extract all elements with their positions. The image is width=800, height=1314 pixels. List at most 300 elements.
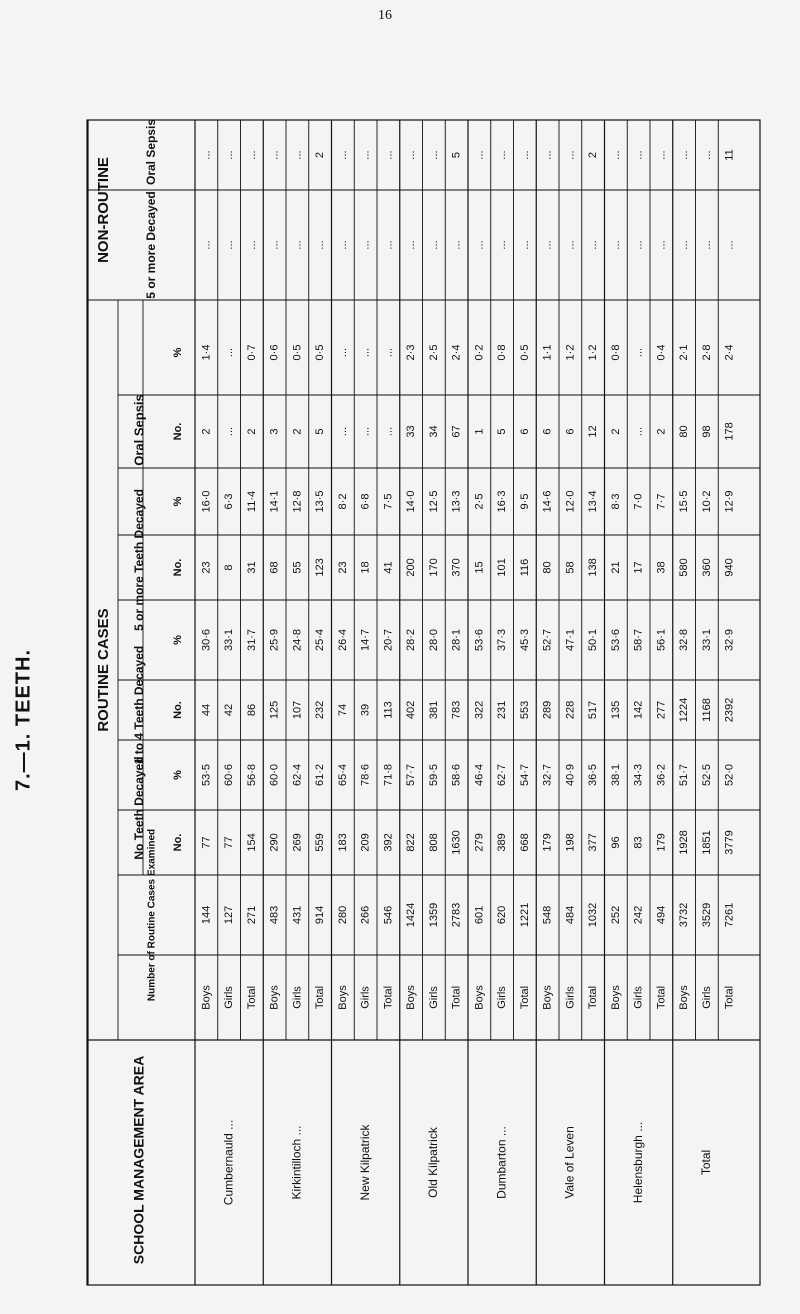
cell-os_pct: 2·1 — [678, 344, 691, 361]
cell-os_pct: 0·5 — [518, 344, 531, 361]
cell-nd_no: 808 — [427, 833, 440, 852]
cell-d5_no: 23 — [200, 561, 213, 574]
cell-nr5: ... — [450, 240, 463, 250]
cell-os_pct: ... — [336, 347, 349, 358]
cell-os_pct: 0·2 — [473, 344, 486, 361]
cell-d5_pct: 8·2 — [336, 493, 349, 510]
sex-label: Girls — [427, 986, 440, 1009]
subheader-nd_pct: % — [171, 770, 184, 780]
sex-label: Boys — [200, 985, 213, 1010]
cell-nr5: ... — [518, 240, 531, 250]
sex-label: Total — [723, 985, 736, 1010]
cell-nr5: ... — [678, 240, 691, 250]
cell-nros: ... — [678, 150, 691, 160]
cell-os_no: 98 — [700, 425, 713, 438]
cell-nd_pct: 52·0 — [723, 763, 736, 787]
cell-nros: ... — [245, 150, 258, 160]
cell-os_pct: 2·8 — [700, 344, 713, 361]
cell-d14_pct: 32·9 — [723, 628, 736, 652]
cell-nros: ... — [268, 150, 281, 160]
cell-d14_pct: 28·0 — [427, 628, 440, 652]
cell-nd_no: 269 — [291, 833, 304, 852]
sex-label: Girls — [632, 986, 645, 1009]
cell-nd_no: 179 — [541, 833, 554, 852]
subheader-d14_pct: % — [171, 635, 184, 645]
cell-os_pct: ... — [632, 347, 645, 358]
nr-oral-sepsis-header: Oral Sepsis — [144, 118, 159, 186]
cell-os_pct: 0·8 — [496, 344, 509, 361]
cell-nr5: ... — [314, 240, 327, 250]
cell-d5_pct: 14·1 — [268, 490, 281, 513]
cell-os_no: 6 — [518, 428, 531, 435]
cell-nd_no: 77 — [200, 836, 213, 849]
cell-d5_no: 80 — [541, 561, 554, 574]
cell-nd_no: 209 — [359, 833, 372, 852]
cell-os_no: 12 — [587, 425, 600, 438]
cell-examined: 280 — [336, 905, 349, 925]
cell-d5_pct: 7·0 — [632, 493, 645, 510]
cell-d5_pct: 13·5 — [314, 490, 327, 513]
area-name: New Kilpatrick — [357, 1124, 372, 1201]
cell-nd_pct: 36·2 — [655, 763, 668, 787]
cell-nros: ... — [473, 150, 486, 160]
cell-d14_no: 783 — [450, 700, 463, 720]
subheader-os_no: No. — [171, 422, 184, 441]
cell-d14_no: 135 — [609, 700, 622, 720]
cell-d14_no: 2392 — [723, 697, 736, 723]
cell-os_pct: 0·5 — [314, 344, 327, 361]
cell-d5_pct: 10·2 — [700, 490, 713, 513]
cell-d14_no: 232 — [314, 700, 327, 720]
page-number: 16 — [378, 8, 392, 23]
cell-nd_no: 154 — [245, 833, 258, 852]
cell-os_no: ... — [359, 426, 372, 437]
sex-label: Girls — [496, 986, 509, 1009]
cell-examined: 914 — [314, 905, 327, 925]
cell-nd_no: 279 — [473, 833, 486, 852]
cell-nd_pct: 36·5 — [587, 763, 600, 787]
cell-d14_pct: 37·3 — [496, 628, 509, 652]
cell-os_pct: 1·1 — [541, 344, 554, 361]
cell-examined: 266 — [359, 905, 372, 925]
cell-os_pct: 1·2 — [564, 344, 577, 361]
cell-d5_pct: 8·3 — [609, 493, 622, 510]
cell-nr5: ... — [359, 240, 372, 250]
cell-d5_pct: 7·7 — [655, 493, 668, 510]
sex-label: Boys — [405, 985, 418, 1010]
cell-nros: 2 — [314, 151, 327, 159]
subheader-d5_no: No. — [171, 558, 184, 577]
cell-d14_pct: 28·2 — [405, 628, 418, 652]
cell-os_no: 5 — [314, 428, 327, 435]
cell-d5_pct: 15·5 — [678, 490, 691, 513]
cell-nros: ... — [427, 150, 440, 160]
cell-nd_no: 668 — [518, 833, 531, 852]
cell-nr5: ... — [291, 240, 304, 250]
cell-d14_pct: 45·3 — [518, 628, 531, 652]
cell-d14_no: 113 — [382, 701, 395, 719]
one-to-four-header: 1 to 4 Teeth Decayed — [132, 645, 147, 765]
sex-label: Boys — [473, 985, 486, 1010]
cell-examined: 1359 — [427, 902, 440, 928]
cell-nd_no: 1851 — [700, 830, 713, 855]
cell-d5_pct: 13·4 — [587, 490, 600, 513]
cell-nd_no: 3779 — [723, 830, 736, 855]
cell-os_pct: 0·4 — [655, 344, 668, 361]
cell-d5_pct: 12·5 — [427, 490, 440, 513]
routine-cases-header: ROUTINE CASES — [94, 608, 112, 732]
cell-nros: ... — [632, 150, 645, 160]
cell-examined: 144 — [200, 905, 213, 925]
cell-d14_no: 74 — [336, 703, 349, 717]
sex-label: Girls — [564, 986, 577, 1009]
subheader-os_pct: % — [171, 347, 184, 358]
area-name: Helensburgh ... — [630, 1121, 645, 1204]
cell-d5_no: 580 — [678, 558, 691, 577]
cell-nros: ... — [541, 150, 554, 160]
cell-nd_pct: 34·3 — [632, 763, 645, 787]
cell-os_no: 80 — [678, 425, 691, 438]
cell-d14_no: 42 — [223, 703, 236, 717]
cell-nd_no: 377 — [587, 833, 600, 852]
area-name: Dumbarton ... — [494, 1126, 509, 1199]
area-name: Kirkintilloch ... — [289, 1125, 304, 1200]
area-name: Old Kilpatrick — [426, 1127, 441, 1198]
cell-os_pct: 0·8 — [609, 344, 622, 361]
subheader-nd_no: No. — [171, 833, 184, 852]
cell-nd_pct: 60·0 — [268, 763, 281, 787]
cell-nd_no: 77 — [223, 836, 236, 849]
table-title-text: 7.—1. TEETH. — [12, 648, 35, 792]
sex-label: Boys — [609, 985, 622, 1010]
cell-nd_pct: 57·7 — [405, 763, 418, 787]
cell-nr5: ... — [473, 240, 486, 250]
cell-os_no: 6 — [564, 428, 577, 435]
cell-os_pct: 0·7 — [245, 344, 258, 361]
cell-examined: 620 — [496, 905, 509, 925]
cell-d14_pct: 53·6 — [473, 628, 486, 652]
cell-examined: 431 — [291, 905, 304, 925]
cell-d5_pct: 11·4 — [245, 490, 258, 513]
cell-examined: 2783 — [450, 902, 463, 928]
cell-nr5: ... — [564, 240, 577, 250]
cell-nros: ... — [336, 150, 349, 160]
subheader-d14_no: No. — [171, 701, 184, 719]
cell-nros: ... — [609, 150, 622, 160]
cell-d5_no: 940 — [723, 558, 736, 577]
cell-nd_no: 822 — [405, 833, 418, 852]
cell-os_no: 6 — [541, 428, 554, 435]
school-area-header: SCHOOL MANAGEMENT AREA — [130, 1055, 147, 1265]
cell-d5_no: 116 — [518, 558, 531, 577]
cell-d14_no: 231 — [496, 700, 509, 720]
area-name: Total — [699, 1149, 714, 1176]
cell-nd_pct: 71·8 — [382, 763, 395, 787]
cell-os_no: ... — [336, 426, 349, 437]
cell-d14_pct: 33·1 — [700, 628, 713, 652]
sex-label: Total — [245, 985, 258, 1010]
sex-label: Girls — [359, 986, 372, 1009]
cell-d14_pct: 28·1 — [450, 628, 463, 652]
cell-d5_pct: 16·3 — [496, 490, 509, 513]
cell-d14_no: 517 — [587, 700, 600, 720]
cell-examined: 3732 — [678, 902, 691, 928]
cell-d14_pct: 25·9 — [268, 628, 281, 652]
cell-d5_no: 31 — [245, 561, 258, 574]
cell-os_no: ... — [223, 426, 236, 437]
cell-os_pct: 2·4 — [450, 344, 463, 361]
cell-os_no: 3 — [268, 428, 281, 435]
cell-examined: 483 — [268, 905, 281, 925]
cell-nr5: ... — [427, 240, 440, 250]
cell-d14_pct: 33·1 — [223, 628, 236, 652]
cell-nd_pct: 53·5 — [200, 763, 213, 787]
cell-d5_no: 170 — [427, 558, 440, 577]
cell-os_pct: ... — [223, 347, 236, 358]
cell-nd_pct: 56·8 — [245, 763, 258, 787]
cell-d14_no: 289 — [541, 700, 554, 720]
sex-label: Girls — [291, 986, 304, 1009]
cell-d5_no: 68 — [268, 561, 281, 574]
cell-nd_pct: 60·6 — [223, 763, 236, 787]
cell-d5_pct: 14·6 — [541, 490, 554, 513]
cell-d14_no: 39 — [359, 703, 372, 717]
cell-d14_pct: 53·6 — [609, 628, 622, 652]
cell-os_no: 33 — [405, 425, 418, 438]
subheader-d5_pct: % — [171, 496, 184, 507]
cell-examined: 7261 — [723, 902, 736, 928]
cell-nros: ... — [200, 150, 213, 160]
cell-d14_no: 402 — [405, 700, 418, 720]
cell-nr5: ... — [268, 240, 281, 250]
sex-label: Boys — [541, 985, 554, 1010]
cell-d5_pct: 12·0 — [564, 490, 577, 513]
cell-d14_pct: 50·1 — [587, 628, 600, 652]
cell-d14_no: 322 — [473, 700, 486, 720]
cell-d14_no: 228 — [564, 700, 577, 720]
cell-examined: 1221 — [518, 902, 531, 928]
cell-d14_pct: 52·7 — [541, 628, 554, 652]
oral-sepsis-header: Oral Sepsis — [131, 394, 147, 466]
cell-examined: 494 — [655, 905, 668, 925]
cell-examined: 271 — [245, 905, 258, 925]
cell-nd_no: 179 — [655, 833, 668, 852]
cell-d5_no: 101 — [496, 558, 509, 577]
sex-label: Total — [450, 985, 463, 1010]
cell-d14_pct: 14·7 — [359, 628, 372, 652]
cell-nd_pct: 62·7 — [496, 763, 509, 787]
cell-nd_no: 198 — [564, 833, 577, 852]
cell-nr5: ... — [723, 240, 736, 250]
sex-label: Total — [314, 985, 327, 1010]
cell-d5_no: 41 — [382, 561, 395, 574]
cell-nd_no: 1630 — [450, 830, 463, 855]
cell-d5_pct: 6·3 — [223, 493, 236, 510]
cell-os_no: 2 — [609, 428, 622, 435]
no-teeth-decayed-header: No Teeth Decayed — [132, 756, 147, 860]
cell-d5_pct: 6·8 — [359, 493, 372, 510]
cell-nr5: ... — [609, 240, 622, 250]
cell-examined: 601 — [473, 905, 486, 925]
area-name: Cumbernauld ... — [221, 1119, 236, 1206]
cell-d5_no: 360 — [700, 558, 713, 577]
cell-d14_no: 86 — [245, 703, 258, 717]
sex-label: Girls — [223, 986, 236, 1009]
nr-five-or-more-header: 5 or more Decayed — [144, 191, 159, 299]
cell-d14_no: 125 — [268, 700, 281, 720]
cell-os_no: 34 — [427, 425, 440, 438]
cell-os_pct: ... — [382, 347, 395, 358]
cell-nros: ... — [518, 150, 531, 160]
cell-nros: ... — [496, 150, 509, 160]
cell-d14_no: 44 — [200, 703, 213, 717]
cell-nd_pct: 58·6 — [450, 763, 463, 787]
cell-nd_pct: 51·7 — [678, 763, 691, 787]
cell-nd_no: 183 — [336, 833, 349, 852]
cell-nr5: ... — [496, 240, 509, 250]
cell-nd_no: 1928 — [678, 830, 691, 855]
cell-d5_pct: 9·5 — [518, 493, 531, 510]
cell-os_no: 2 — [200, 428, 213, 435]
cell-d5_pct: 12·8 — [291, 490, 304, 513]
cell-nd_pct: 59·5 — [427, 763, 440, 787]
sex-label: Total — [655, 985, 668, 1010]
cell-nd_pct: 54·7 — [518, 763, 531, 787]
cell-nd_no: 83 — [632, 836, 645, 849]
cell-nros: ... — [382, 150, 395, 160]
cell-nd_no: 559 — [314, 833, 327, 852]
cell-nr5: ... — [655, 240, 668, 250]
cell-nros: ... — [223, 150, 236, 160]
cell-nros: ... — [564, 150, 577, 160]
cell-examined: 1032 — [587, 902, 600, 928]
cell-os_no: 2 — [655, 428, 668, 435]
cell-d5_pct: 12·9 — [723, 490, 736, 513]
cell-d14_no: 1168 — [700, 698, 713, 722]
number-examined-header: Number of Routine Cases Examined — [146, 828, 158, 1002]
cell-os_no: 2 — [245, 428, 258, 435]
cell-d14_pct: 25·4 — [314, 628, 327, 652]
cell-d5_pct: 13·3 — [450, 490, 463, 513]
cell-nd_pct: 65·4 — [336, 763, 349, 787]
cell-nros: ... — [291, 150, 304, 160]
cell-os_pct: 1·2 — [587, 344, 600, 361]
cell-nros: 2 — [587, 151, 600, 159]
cell-d5_no: 55 — [291, 561, 304, 574]
cell-nd_pct: 61·2 — [314, 763, 327, 787]
cell-d14_no: 107 — [291, 700, 304, 720]
cell-d14_no: 381 — [427, 700, 440, 720]
cell-d14_pct: 26·4 — [336, 628, 349, 652]
cell-d14_pct: 20·7 — [382, 628, 395, 652]
cell-os_pct: 0·5 — [291, 344, 304, 361]
cell-nros: ... — [655, 150, 668, 160]
cell-os_no: 1 — [473, 428, 486, 435]
cell-examined: 548 — [541, 905, 554, 925]
sex-label: Total — [587, 985, 600, 1010]
cell-d5_no: 123 — [314, 558, 327, 577]
cell-d14_pct: 31·7 — [245, 628, 258, 652]
cell-nd_pct: 78·6 — [359, 763, 372, 787]
cell-examined: 242 — [632, 905, 645, 925]
cell-examined: 3529 — [700, 902, 713, 928]
cell-d5_no: 18 — [359, 561, 372, 574]
cell-examined: 252 — [609, 905, 622, 925]
cell-nd_pct: 32·7 — [541, 763, 554, 787]
cell-d14_no: 277 — [655, 700, 668, 720]
sex-label: Boys — [678, 985, 691, 1010]
cell-os_pct: 1·4 — [200, 344, 213, 361]
cell-nr5: ... — [700, 240, 713, 250]
cell-nd_pct: 40·9 — [564, 763, 577, 787]
cell-d14_pct: 47·1 — [564, 628, 577, 652]
cell-nd_pct: 52·5 — [700, 763, 713, 787]
cell-d14_no: 1224 — [678, 697, 691, 723]
cell-nd_no: 96 — [609, 836, 622, 849]
cell-nr5: ... — [223, 240, 236, 250]
cell-d5_no: 17 — [632, 561, 645, 574]
sex-label: Total — [518, 985, 531, 1010]
cell-d5_no: 23 — [336, 561, 349, 574]
five-or-more-header: 5 or more Teeth Decayed — [132, 489, 147, 631]
cell-d14_pct: 32·8 — [678, 628, 691, 652]
cell-d14_no: 142 — [632, 700, 645, 720]
cell-d5_pct: 14·0 — [405, 490, 418, 513]
cell-nd_no: 290 — [268, 833, 281, 852]
cell-d14_pct: 24·8 — [291, 628, 304, 652]
cell-os_pct: 2·5 — [427, 344, 440, 361]
cell-d5_no: 38 — [655, 561, 668, 574]
cell-nr5: ... — [541, 240, 554, 250]
cell-nr5: ... — [245, 240, 258, 250]
area-name: Vale of Leven — [562, 1126, 577, 1199]
cell-d14_pct: 30·6 — [200, 628, 213, 652]
sex-label: Boys — [268, 985, 281, 1010]
cell-d5_no: 8 — [223, 564, 236, 571]
cell-d5_no: 21 — [609, 561, 622, 574]
cell-examined: 546 — [382, 905, 395, 925]
sex-label: Boys — [336, 985, 349, 1010]
cell-os_no: 67 — [450, 425, 463, 438]
cell-nd_pct: 46·4 — [473, 763, 486, 787]
cell-os_pct: 0·6 — [268, 344, 281, 361]
cell-nd_pct: 62·4 — [291, 763, 304, 787]
non-routine-header: NON-ROUTINE — [94, 157, 112, 263]
cell-nros: 5 — [450, 151, 463, 159]
sex-label: Total — [382, 985, 395, 1010]
cell-d5_no: 200 — [405, 558, 418, 577]
cell-d5_pct: 7·5 — [382, 493, 395, 510]
cell-os_no: ... — [382, 426, 395, 437]
cell-nr5: ... — [200, 240, 213, 250]
cell-d5_no: 138 — [587, 558, 600, 577]
cell-d5_no: 58 — [564, 561, 577, 574]
cell-nros: ... — [700, 150, 713, 160]
cell-nros: ... — [359, 150, 372, 160]
cell-os_no: ... — [632, 426, 645, 437]
cell-os_pct: 2·4 — [723, 344, 736, 361]
cell-nr5: ... — [382, 240, 395, 250]
cell-os_pct: 2·3 — [405, 344, 418, 361]
cell-d5_no: 15 — [473, 561, 486, 574]
cell-nros: 11 — [723, 149, 736, 161]
cell-nr5: ... — [336, 240, 349, 250]
cell-nros: ... — [405, 150, 418, 160]
cell-d14_pct: 58·7 — [632, 628, 645, 652]
cell-d5_pct: 2·5 — [473, 493, 486, 510]
cell-nd_no: 389 — [496, 833, 509, 852]
cell-examined: 484 — [564, 905, 577, 925]
